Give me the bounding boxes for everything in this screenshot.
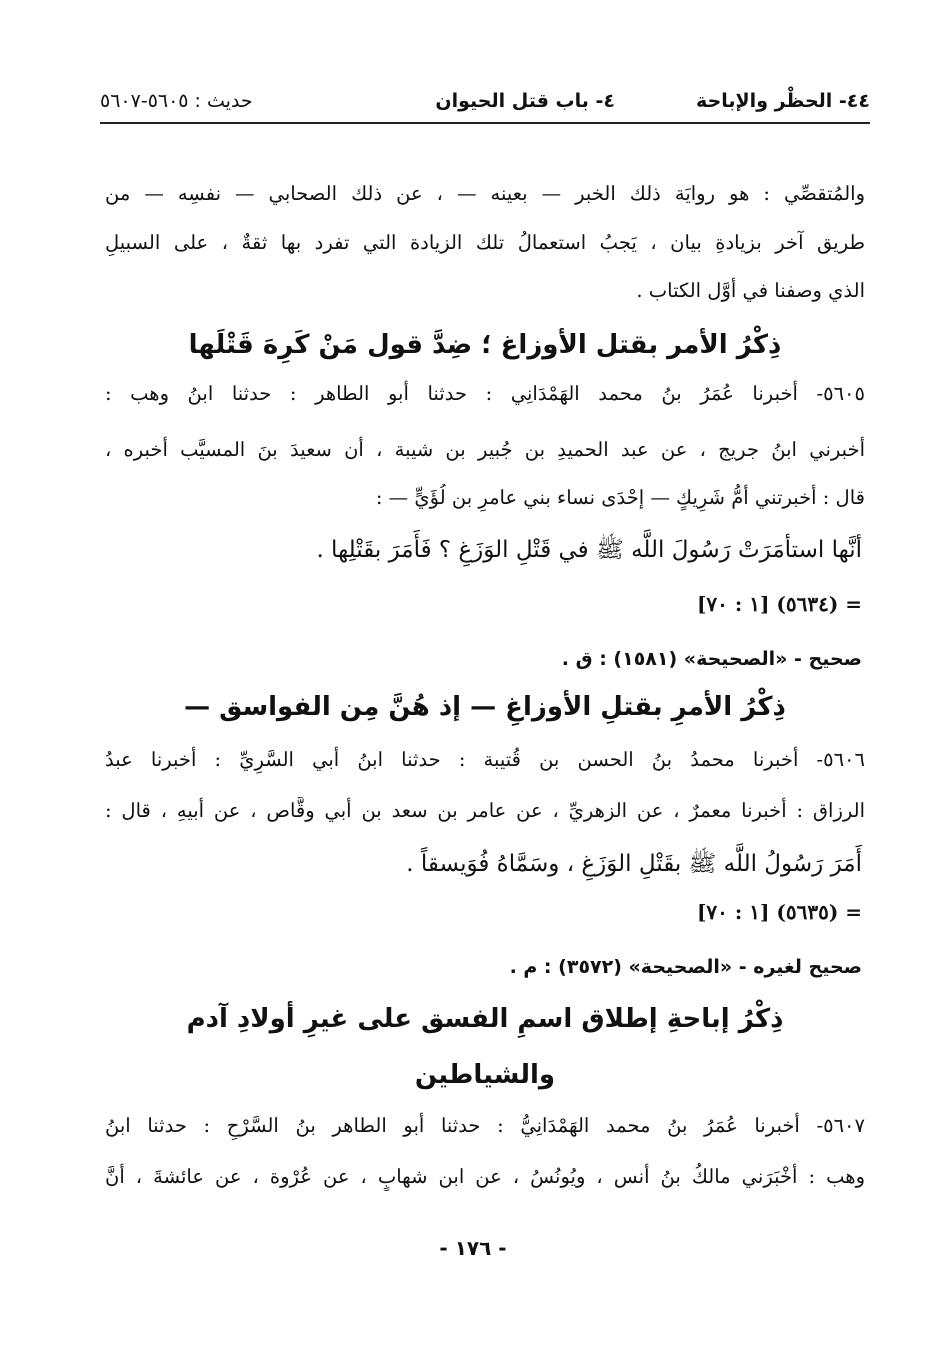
section-heading: ذِكْرُ إباحةِ إطلاق اسمِ الفسق على غيرِ أولادِ آدم — [186, 1004, 784, 1034]
hadith-text: أنَّها استأمَرَتْ رَسُولَ اللَّه ﷺ في قَتْلِ الوَزَغِ ؟ فَأَمَرَ بقَتْلِها . — [316, 537, 862, 563]
hadith-range: حديث : ٥٦٠٥-٥٦٠٧ — [100, 90, 253, 112]
isnad-line: ٥٦٠٥- أخبرنا عُمَرُ بنُ محمد الهَمْدَانِي : حدثنا أبو الطاهر : حدثنا ابنُ وهب : — [105, 382, 865, 405]
isnad-line: ٥٦٠٧- أخبرنا عُمَرُ بنُ محمد الهَمْدَانِيُّ : حدثنا أبو الطاهر بنُ السَّرْحِ : حدثنا ابنُ — [105, 1114, 865, 1137]
hadith-text: أَمَرَ رَسُولُ اللَّه ﷺ بقَتْلِ الوَزَغِ ، وسَمَّاهُ فُوَيسقاً . — [406, 851, 862, 877]
isnad-line: قال : أخبرتني أُمُّ شَرِيكٍ — إحْدَى نساء بني عامرِ بن لُؤَيٍّ — : — [375, 486, 865, 509]
hadith-grade: صحيح - «الصحيحة» (١٥٨١) : ق . — [561, 648, 862, 670]
cross-reference: = (٥٦٣٥) [١ : ٧٠] — [696, 900, 862, 924]
cross-reference: = (٥٦٣٤) [١ : ٧٠] — [696, 592, 862, 616]
isnad-line: ٥٦٠٦- أخبرنا محمدُ بنُ الحسن بن قُتيبة : حدثنا ابنُ أبي السَّرِيِّ : أخبرنا عبدُ — [105, 748, 865, 771]
section-heading: ذِكْرُ الأمرِ بقتلِ الأوزاغِ — إذ هُنَّ مِن الفواسق — — [184, 692, 786, 722]
section-heading-continued: والشياطين — [414, 1060, 556, 1090]
intro-line: طريق آخر بزيادةِ بيان ، يَجبُ استعمالُ تلك الزيادة التي تفرد بها ثقةٌ ، على السبيلِ — [105, 231, 865, 254]
isnad-line: أخبرني ابنُ جريج ، عن عبد الحميدِ بن جُبير بن شيبة ، أن سعيدَ بنَ المسيَّب أخبره ، — [105, 438, 865, 461]
hadith-grade: صحيح لغيره - «الصحيحة» (٣٥٧٢) : م . — [509, 956, 862, 978]
section-title: ٤- باب قتل الحيوان — [435, 90, 615, 112]
running-header — [100, 82, 870, 124]
page-number: - ١٧٦ - — [439, 1236, 507, 1260]
isnad-line: وهب : أَخْبَرَني مالكُ بنُ أَنس ، ويُونُسُ ، عن ابن شهابٍ ، عن عُرْوة ، عن عائشةَ ، أنَّ — [105, 1165, 865, 1188]
intro-line: الذي وصفنا في أوَّل الكتاب . — [636, 279, 865, 302]
chapter-title: ٤٤- الحظْر والإباحة — [696, 90, 870, 112]
isnad-line: الرزاق : أخبرنا معمرٌ ، عن الزهريِّ ، عن عامر بن سعد بن أبي وقَّاص ، عن أبيهِ ، قال : — [105, 799, 865, 822]
intro-line: والمُتقصِّي : هو روايَة ذلك الخبر — بعينه — ، عن ذلك الصحابي — نفسِه — من — [105, 182, 865, 205]
section-heading: ذِكْرُ الأمر بقتل الأوزاغ ؛ ضِدَّ قول مَنْ كَرِهَ قَتْلَها — [188, 330, 782, 360]
